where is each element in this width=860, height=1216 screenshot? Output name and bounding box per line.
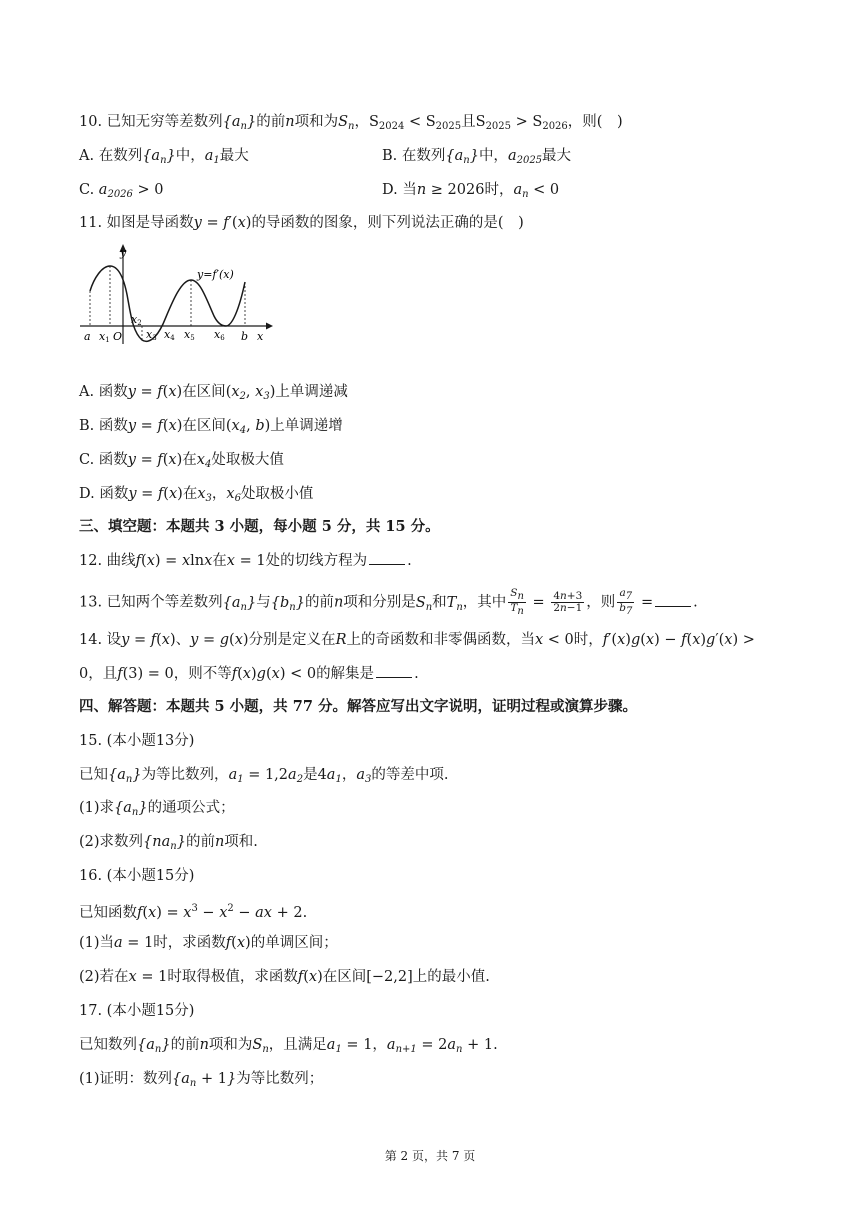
derivative-graph: [76, 240, 276, 346]
tick-x1: x1: [99, 330, 110, 344]
graph-function-label: y=f′(x): [197, 268, 234, 281]
q14-line1: 14. 设y = f(x)、y = g(x)分别是定义在R上的奇函数和非零偶函数，当x < 0时，f′(x)g(x) − f(x)g′(x) >: [79, 632, 755, 648]
answer-blank[interactable]: [655, 594, 691, 607]
q13: 13. 已知两个等差数列$\{a_n\}$与$\{b_n\}$的前n项和分别是$S_n$和$T_n$，其中 $\frac{S_n}{T_n}$ = $\frac{4n+3}{2n-1}$ ，则 $\frac{a_7}{b_7}$ = .: [79, 587, 698, 617]
q15-stem: 已知$\{a_n\}$为等比数列，$a_1 = 1,2a_2$是$4a_1$，$a_3$的等差中项.: [79, 767, 449, 785]
q10-option-b: B. 在数列$\{a_n\}$中，$a_{2025}$最大: [382, 148, 572, 166]
page-footer: 第 2 页，共 7 页: [384, 1149, 476, 1163]
q11-stem: 11. 如图是导函数y = f′(x)的导函数的图象，则下列说法正确的是( ): [79, 215, 524, 231]
q16-part2: (2)若在x = 1时取得极值，求函数f(x)在区间[−2,2]上的最小值.: [79, 969, 490, 985]
tick-x3: x3: [146, 328, 157, 342]
q11-option-d: D. 函数y = f(x)在$x_3$，$x_6$处取极小值: [79, 486, 314, 504]
q15-part2: (2)求数列$\{na_n\}$的前n项和.: [79, 834, 258, 852]
q17-title: 17. (本小题15分): [79, 1003, 195, 1019]
q16-stem: 已知函数$f(x) = x^3 - x^2$ − ax + 2.: [79, 903, 308, 921]
q17-stem: 已知数列$\{a_n\}$的前n项和为$S_n$，且满足$a_1 = 1$，$a_{n+1} = 2a_n + 1$.: [79, 1037, 498, 1055]
q11-option-a: A. 函数y = f(x)在区间($x_2$, $x_3$)上单调递减: [79, 384, 348, 402]
q11-option-c: C. 函数y = f(x)在$x_4$处取极大值: [79, 452, 284, 470]
tick-x5: x5: [184, 328, 195, 342]
q16-part1: (1)当a = 1时，求函数f(x)的单调区间；: [79, 935, 338, 951]
section-3-heading: 三、填空题：本题共 3 小题，每小题 5 分，共 15 分。: [79, 518, 440, 535]
tick-x4: x4: [164, 328, 175, 342]
x-axis-arrow-icon: [266, 323, 273, 330]
q10-option-d: D. 当n ≥ 2026时，$a_n < 0$: [382, 182, 560, 200]
q17-part1: (1)证明：数列$\{a_n + 1\}$为等比数列；: [79, 1071, 324, 1089]
section-4-heading: 四、解答题：本题共 5 小题，共 77 分。解答应写出文字说明，证明过程或演算步骤。: [79, 698, 637, 715]
tick-x6: x6: [214, 328, 225, 342]
answer-blank[interactable]: [376, 665, 412, 678]
y-axis-label: y: [120, 246, 127, 259]
q12: 12. 曲线f(x) = xlnx在x = 1处的切线方程为 .: [79, 553, 412, 569]
tick-x2: x2: [131, 313, 142, 327]
q15-title: 15. (本小题13分): [79, 733, 195, 749]
q10-option-c: C. $a_{2026} > 0$: [79, 182, 164, 200]
q16-title: 16. (本小题15分): [79, 868, 195, 884]
answer-blank[interactable]: [369, 552, 405, 565]
tick-a: a: [84, 330, 91, 343]
q10-stem: 10. 已知无穷等差数列$\{a_n\}$的前n项和为$S_n$，$S_{2024} < S_{2025}$且$S_{2025} > S_{2026}$，则( ): [79, 114, 623, 132]
q11-option-b: B. 函数y = f(x)在区间($x_4$, b)上单调递增: [79, 418, 343, 436]
x-axis-label: x: [257, 330, 264, 343]
q14-line2: 0，且f(3) = 0，则不等f(x)g(x) < 0的解集是 .: [79, 666, 419, 682]
q10-option-a: A. 在数列$\{a_n\}$中，$a_1$最大: [79, 148, 249, 166]
q15-part1: (1)求$\{a_n\}$的通项公式；: [79, 800, 235, 818]
tick-b: b: [241, 330, 249, 343]
tick-origin: O: [113, 330, 123, 343]
